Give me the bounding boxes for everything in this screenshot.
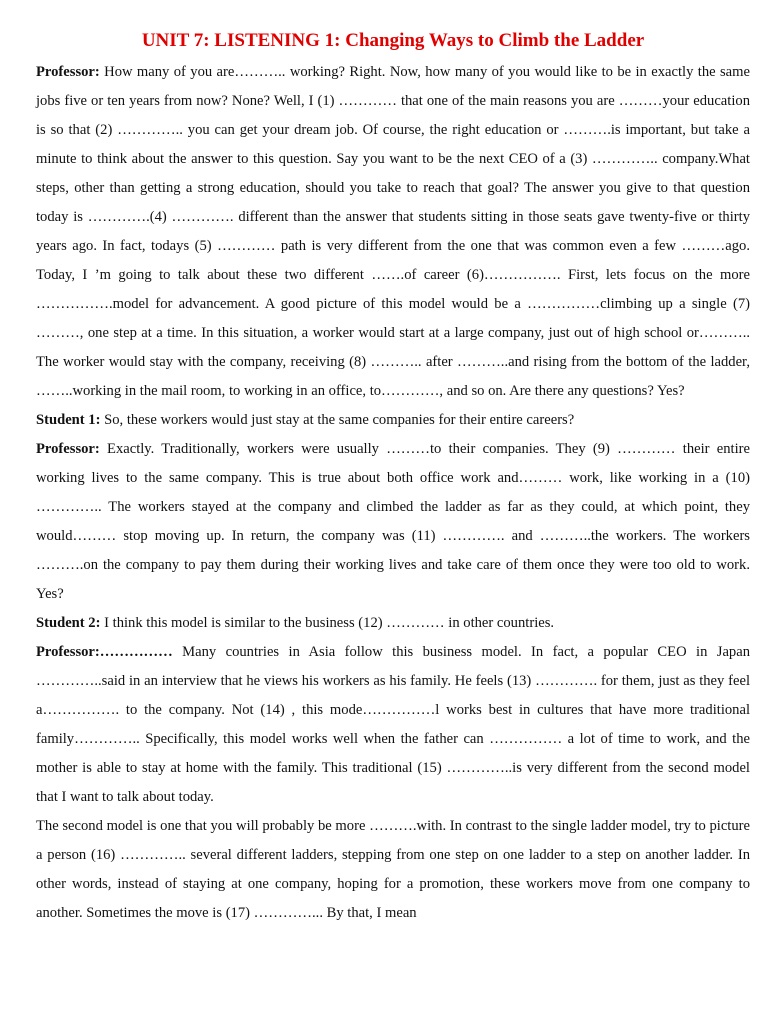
document-title: UNIT 7: LISTENING 1: Changing Ways to Climb the Ladder <box>141 30 645 51</box>
paragraph-second-model <box>36 812 750 928</box>
paragraph-student-2 <box>36 609 750 638</box>
paragraph-text: Many countries in Asia follow this business model. In fact, a popular CEO in Japan …………..said in an interview that he views his workers as his family. He feels (13) …………. for them, just as they feel a……………. to the company. Not (14) , this mode……………l works best in cultures that have more traditional family………….. Specifically, this model works well when the father can …………… a lot of time to work, and the mother is able to stay at home with the family. This traditional (15) …………..is very different from the second model that I want to talk about today. <box>36 644 751 805</box>
speaker-label: Professor: <box>36 441 100 457</box>
paragraph-professor-3 <box>36 638 750 812</box>
speaker-label: Professor: <box>36 64 100 80</box>
paragraph-professor-2 <box>36 435 750 609</box>
paragraph-text: Exactly. Traditionally, workers were usually ………to their companies. They (9) ………… their entire working lives to the same company. This is true about both office work and……… work, like working in a (10) ………….. The workers stayed at the company and climbed the ladder as far as they could, at which point, they would……… stop moving up. In return, the company was (11) …………. and ………..the workers. The workers ……….on the company to pay them during their working lives and take care of them once they were too old to work. Yes? <box>36 441 750 602</box>
paragraph-professor-1 <box>36 58 750 406</box>
speaker-label: Student 2: <box>36 615 101 631</box>
paragraph-text: The second model is one that you will probably be more ……….with. In contrast to the single ladder model, try to picture a person (16) ………….. several different ladders, stepping from one step on one ladder to a step on another ladder. In other words, instead of staying at one company, hoping for a promotion, these workers move from one company to another. Sometimes the move is (17) …………... By that, I mean <box>36 818 750 921</box>
paragraph-text: How many of you are……….. working? Right. Now, how many of you would like to be in exactly the same jobs five or ten years from now? None? Well, I (1) ………… that one of the main reasons you are ………your education is so that (2) ………….. you can get your dream job. Of course, the right education or ……….is important, but take a minute to think about the answer to this question. Say you want to be the next CEO of a (3) ………….. company.What steps, other than getting a strong education, should you take to reach that goal? The answer you give to that question today is ………….(4) …………. different than the answer that students sitting in those seats gave twenty-five or thirty years ago. In fact, todays (5) ………… path is very different from the one that was common even a few ………ago. Today, I ’m going to talk about these two different …….of career (6)……………. First, lets focus on the more …………….model for advancement. A good picture of this model would be a ……………climbing up a single (7) ………, one step at a time. In this situation, a worker would start at a large company, just out of high school or……….. The worker would stay with the company, receiving (8) ……….. after ………..and rising from the bottom of the ladder, ……..working in the mail room, to working in an office, to…………, and so on. Are there any questions? Yes? <box>36 64 750 399</box>
paragraph-student-1 <box>36 406 750 435</box>
speaker-label: Student 1: <box>36 412 101 428</box>
speaker-label: Professor:…………… <box>36 644 173 660</box>
paragraph-text: So, these workers would just stay at the same companies for their entire careers? <box>104 412 575 428</box>
paragraph-text: I think this model is similar to the business (12) ………… in other countries. <box>104 615 555 631</box>
